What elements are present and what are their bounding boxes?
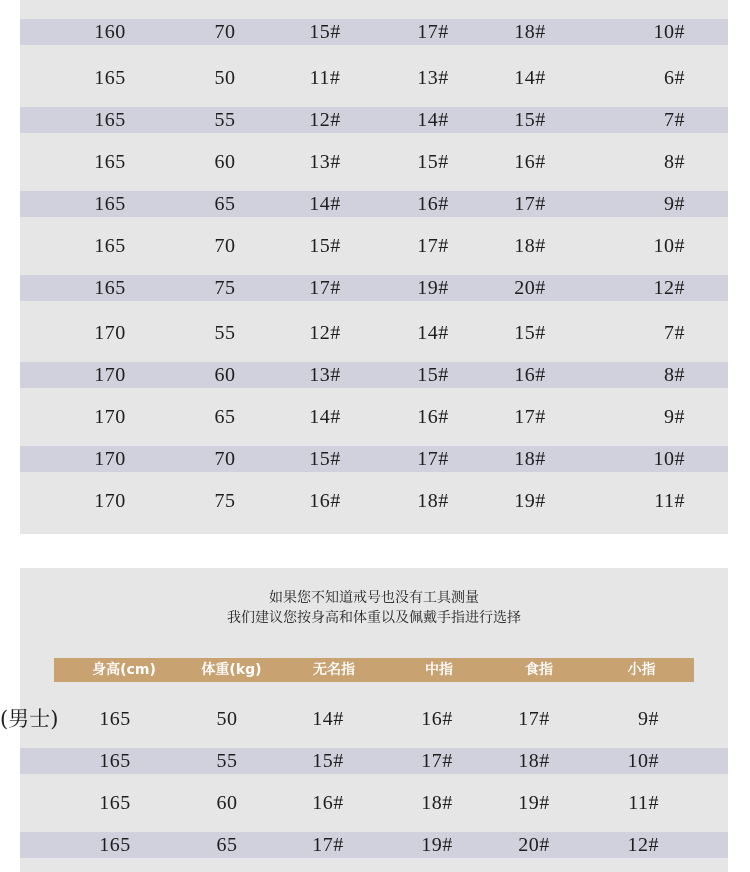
weight-cell: 55 (214, 322, 236, 344)
size-guide-section (0, 568, 728, 872)
height-cell: 165 (99, 708, 131, 730)
weight-cell: 50 (214, 67, 236, 89)
index-finger-cell: 16# (514, 151, 546, 173)
ring-finger-cell: 15# (309, 448, 341, 470)
index-finger-cell: 18# (518, 750, 550, 772)
little-finger-cell: 7# (664, 109, 685, 131)
header-ring-finger: 无名指 (313, 662, 355, 678)
ring-finger-cell: 13# (309, 151, 341, 173)
index-finger-cell: 17# (518, 708, 550, 730)
height-cell: 170 (94, 364, 126, 386)
ring-finger-cell: 14# (309, 406, 341, 428)
table-row (0, 706, 728, 732)
weight-cell: 75 (214, 490, 236, 512)
table-row (20, 790, 728, 816)
middle-finger-cell: 18# (421, 792, 453, 814)
header-weight: 体重(kg) (201, 662, 262, 678)
middle-finger-cell: 17# (417, 448, 449, 470)
header-index-finger: 食指 (525, 662, 553, 678)
little-finger-cell: 9# (664, 193, 685, 215)
weight-cell: 65 (216, 834, 238, 856)
height-cell: 170 (94, 490, 126, 512)
ring-finger-cell: 15# (309, 235, 341, 257)
index-finger-cell: 19# (514, 490, 546, 512)
little-finger-cell: 8# (664, 151, 685, 173)
index-finger-cell: 16# (514, 364, 546, 386)
little-finger-cell: 10# (627, 750, 659, 772)
guide-note-line-2: 我们建议您按身高和体重以及佩戴手指进行选择 (227, 610, 521, 626)
middle-finger-cell: 13# (417, 67, 449, 89)
weight-cell: 60 (216, 792, 238, 814)
ring-finger-cell: 15# (309, 21, 341, 43)
height-cell: 170 (94, 448, 126, 470)
little-finger-cell: 7# (664, 322, 685, 344)
index-finger-cell: 14# (514, 67, 546, 89)
little-finger-cell: 10# (653, 448, 685, 470)
middle-finger-cell: 19# (417, 277, 449, 299)
weight-cell: 65 (214, 406, 236, 428)
weight-cell: 55 (214, 109, 236, 131)
table-row (20, 832, 728, 858)
index-finger-cell: 17# (514, 406, 546, 428)
little-finger-cell: 6# (664, 67, 685, 89)
index-finger-cell: 19# (518, 792, 550, 814)
height-cell: 160 (94, 21, 126, 43)
height-cell: 170 (94, 406, 126, 428)
table-row (20, 748, 728, 774)
ring-finger-cell: 15# (312, 750, 344, 772)
height-cell: 165 (94, 67, 126, 89)
ring-finger-cell: 16# (312, 792, 344, 814)
little-finger-cell: 12# (653, 277, 685, 299)
weight-cell: 55 (216, 750, 238, 772)
middle-finger-cell: 16# (417, 406, 449, 428)
height-cell: 165 (94, 277, 126, 299)
middle-finger-cell: 15# (417, 151, 449, 173)
table-header (54, 658, 694, 682)
table-row (20, 275, 728, 301)
index-finger-cell: 15# (514, 322, 546, 344)
weight-cell: 70 (214, 21, 236, 43)
table-row (20, 362, 728, 388)
little-finger-cell: 12# (627, 834, 659, 856)
ring-finger-cell: 13# (309, 364, 341, 386)
header-middle-finger: 中指 (425, 662, 453, 678)
middle-finger-cell: 16# (417, 193, 449, 215)
weight-cell: 60 (214, 151, 236, 173)
ring-finger-cell: 14# (309, 193, 341, 215)
middle-finger-cell: 17# (417, 21, 449, 43)
ring-finger-cell: 17# (309, 277, 341, 299)
header-little-finger: 小指 (627, 662, 656, 678)
table-row (20, 233, 728, 259)
height-cell: 165 (94, 151, 126, 173)
index-finger-cell: 20# (518, 834, 550, 856)
ring-finger-cell: 14# (312, 708, 344, 730)
table-row (20, 320, 728, 346)
middle-finger-cell: 17# (417, 235, 449, 257)
weight-cell: 50 (216, 708, 238, 730)
size-table-top (20, 0, 728, 534)
table-row (20, 149, 728, 175)
index-finger-cell: 15# (514, 109, 546, 131)
height-cell: 165 (99, 834, 131, 856)
ring-finger-cell: 17# (312, 834, 344, 856)
table-row (20, 191, 728, 217)
middle-finger-cell: 18# (417, 490, 449, 512)
index-finger-cell: 18# (514, 448, 546, 470)
ring-finger-cell: 11# (309, 67, 341, 89)
little-finger-cell: 10# (653, 235, 685, 257)
height-cell: 165 (94, 193, 126, 215)
table-row (20, 19, 728, 45)
little-finger-cell: 8# (664, 364, 685, 386)
middle-finger-cell: 17# (421, 750, 453, 772)
middle-finger-cell: 19# (421, 834, 453, 856)
middle-finger-cell: 16# (421, 708, 453, 730)
index-finger-cell: 18# (514, 21, 546, 43)
table-row (20, 446, 728, 472)
weight-cell: 70 (214, 448, 236, 470)
index-finger-cell: 17# (514, 193, 546, 215)
middle-finger-cell: 14# (417, 322, 449, 344)
guide-note-line-1: 如果您不知道戒号也没有工具测量 (269, 590, 479, 606)
height-cell: 165 (99, 750, 131, 772)
weight-cell: 60 (214, 364, 236, 386)
middle-finger-cell: 15# (417, 364, 449, 386)
header-height: 身高(cm) (92, 662, 156, 678)
little-finger-cell: 10# (653, 21, 685, 43)
weight-cell: 75 (214, 277, 236, 299)
index-finger-cell: 18# (514, 235, 546, 257)
table-row (20, 107, 728, 133)
weight-cell: 70 (214, 235, 236, 257)
little-finger-cell: 11# (628, 792, 659, 814)
height-cell: 165 (94, 109, 126, 131)
little-finger-cell: 9# (664, 406, 685, 428)
ring-finger-cell: 12# (309, 322, 341, 344)
height-cell: 165 (94, 235, 126, 257)
ring-finger-cell: 12# (309, 109, 341, 131)
index-finger-cell: 20# (514, 277, 546, 299)
gender-label: (男士) (0, 707, 59, 731)
middle-finger-cell: 14# (417, 109, 449, 131)
table-row (20, 488, 728, 514)
little-finger-cell: 9# (638, 708, 659, 730)
table-row (20, 65, 728, 91)
height-cell: 170 (94, 322, 126, 344)
little-finger-cell: 11# (654, 490, 685, 512)
weight-cell: 65 (214, 193, 236, 215)
table-row (20, 404, 728, 430)
height-cell: 165 (99, 792, 131, 814)
ring-finger-cell: 16# (309, 490, 341, 512)
